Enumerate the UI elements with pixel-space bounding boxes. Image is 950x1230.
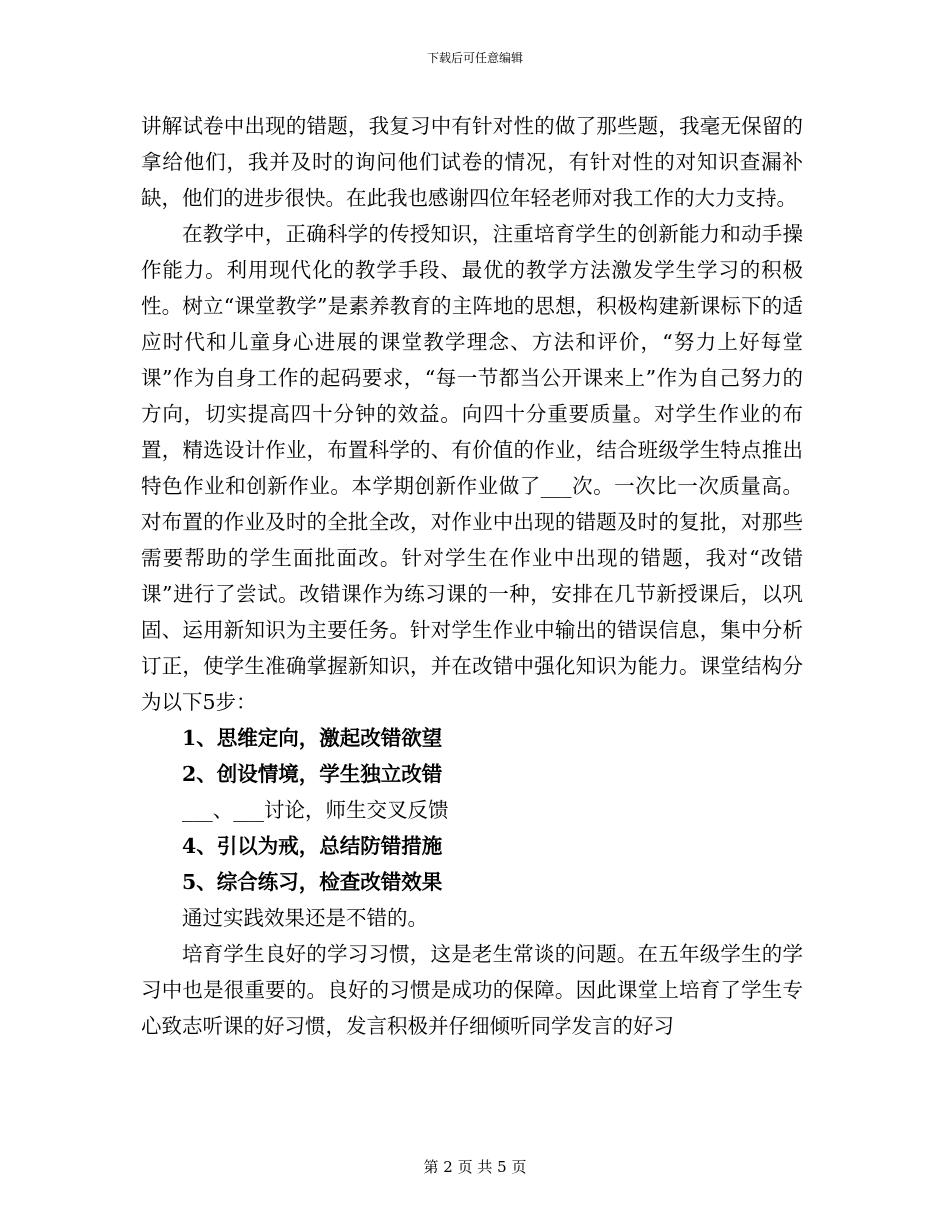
step-5: 5、综合练习，检查改错效果 [182,870,443,894]
paragraph-1: 讲解试卷中出现的错题，我复习中有针对性的做了那些题，我毫无保留的拿给他们，我并及时的询问他们试卷的情况，有针对性的对知识查漏补缺，他们的进步很快。在此我也感谢四位年轻老师对我工作的大力支持。 [141,114,803,210]
paragraph-2: 在教学中，正确科学的传授知识，注重培育学生的创新能力和动手操作能力。利用现代化的教学手段、最优的教学方法激发学生学习的积极性。树立“课堂教学”是素养教育的主阵地的思想，积极构建新课标下的适应时代和儿童身心进展的课堂教学理念、方法和评价，“努力上好每堂课”作为自身工作的起码要求，“每一节都当公开课来上”作为自己努力的方向，切实提高四十分钟的效益。向四十分重要质量。对学生作业的布置，精选设计作业，布置科学的、有价值的作业，结合班级学生特点推出特色作业和创新作业。本学期创新作业做了___次。一次比一次质量高。对布置的作业及时的全批全改，对作业中出现的错题及时的复批，对那些需要帮助的学生面批面改。针对学生在作业中出现的错题，我对“改错课”进行了尝试。改错课作为练习课的一种，安排在几节新授课后，以巩固、运用新知识为主要任务。针对学生作业中输出的错误信息，集中分析订正，使学生准确掌握新知识，并在改错中强化知识为能力。课堂结构分为以下5步： [141,222,803,714]
step-2: 2、创设情境，学生独立改错 [182,762,443,786]
paragraph-3: 培育学生良好的学习习惯，这是老生常谈的问题。在五年级学生的学习中也是很重要的。良好的习惯是成功的保障。因此课堂上培育了学生专心致志听课的好习惯，发言积极并仔细倾听同学发言的好习 [141,942,803,1038]
step-4: 4、引以为戒，总结防错措施 [182,834,443,858]
conclusion-line: 通过实践效果还是不错的。 [182,906,428,930]
step-3: ___、___讨论，师生交叉反馈 [182,798,449,822]
page-footer: 第 2 页 共 5 页 [423,1158,527,1176]
page-header: 下载后可任意编辑 [426,51,523,65]
document-body [141,108,803,1044]
step-1: 1、思维定向，激起改错欲望 [182,726,443,750]
